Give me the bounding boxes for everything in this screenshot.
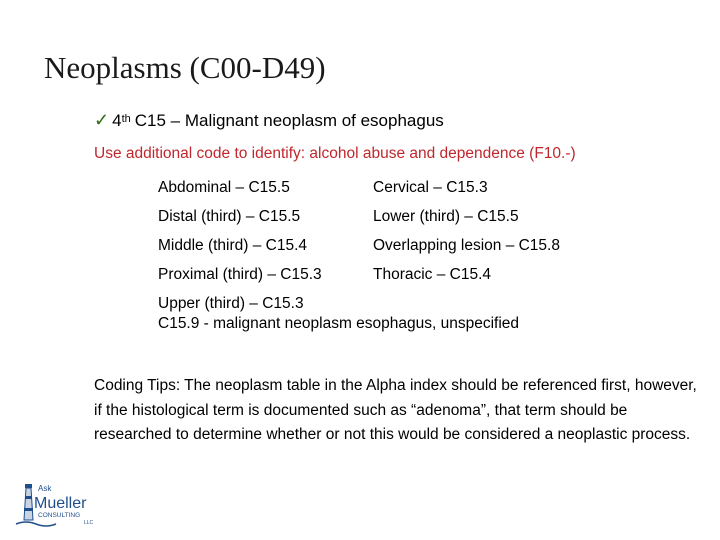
coding-tips: Coding Tips: The neoplasm table in the Alpha index should be referenced first, however, if the histological term is documented such as “adenoma”, that term should be researched to determine whether or not this would be considered a neoplastic process. bbox=[94, 377, 697, 443]
term-right: Cervical – C15.3 bbox=[373, 179, 488, 196]
term-left: Upper (third) – C15.3 bbox=[158, 295, 304, 312]
logo-text-1: Ask bbox=[38, 484, 52, 493]
logo-text-2: Mueller bbox=[34, 495, 87, 512]
checkmark-icon: ✓ bbox=[94, 110, 110, 130]
heading-text: C15 – Malignant neoplasm of esophagus bbox=[134, 111, 444, 130]
term-list bbox=[158, 173, 560, 318]
logo-text-3: CONSULTING bbox=[38, 512, 81, 519]
term-row bbox=[158, 202, 560, 231]
term-row bbox=[158, 173, 560, 202]
code-heading bbox=[94, 110, 444, 131]
term-right: Lower (third) – C15.5 bbox=[373, 208, 519, 225]
slide-title: Neoplasms (C00-D49) bbox=[44, 50, 326, 85]
term-left: Abdominal – C15.5 bbox=[158, 179, 290, 196]
heading-ordinal-suffix: th bbox=[121, 113, 131, 125]
additional-code-note: Use additional code to identify: alcohol abuse and dependence (F10.-) bbox=[94, 145, 576, 162]
term-left: Middle (third) – C15.4 bbox=[158, 237, 308, 254]
unspecified-code: C15.9 - malignant neoplasm esophagus, unspecified bbox=[158, 315, 520, 332]
term-right: Thoracic – C15.4 bbox=[373, 266, 492, 283]
company-logo bbox=[14, 480, 114, 530]
logo-text-4: LLC bbox=[84, 520, 94, 526]
heading-ordinal: 4 bbox=[112, 111, 122, 130]
term-row bbox=[158, 260, 560, 289]
term-right: Overlapping lesion – C15.8 bbox=[373, 237, 560, 254]
term-row bbox=[158, 231, 560, 260]
term-row bbox=[158, 289, 560, 318]
term-left: Distal (third) – C15.5 bbox=[158, 208, 301, 225]
term-left: Proximal (third) – C15.3 bbox=[158, 266, 322, 283]
